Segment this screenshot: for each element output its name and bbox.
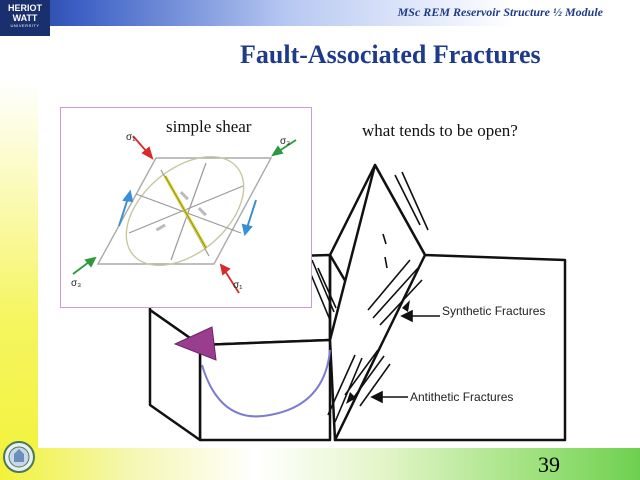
page-number: 39 [538,452,560,477]
sigma1-top-label: σ₁ [126,132,136,143]
university-crest-icon [2,440,36,474]
sigma3-bottom-label: σ₃ [71,278,82,289]
sigma1-bottom-label: σ₁ [233,280,243,291]
shear-strain-diagram [61,108,310,306]
simple-shear-inset [60,107,312,308]
course-title: MSc REM Reservoir Structure ½ Module [397,5,603,19]
synthetic-fractures-label: Synthetic Fractures [442,304,546,318]
slide-title: Fault-Associated Fractures [240,40,541,69]
university-logo: HERIOT WATT UNIVERSITY [0,0,50,36]
rotation-arrow-icon [172,324,220,364]
left-decorative-band [0,80,38,480]
sigma3-top-label: σ₃ [280,136,291,147]
antithetic-fractures-label: Antithetic Fractures [410,390,514,404]
question-text: what tends to be open? [362,121,518,140]
inset-caption: simple shear [166,117,252,136]
